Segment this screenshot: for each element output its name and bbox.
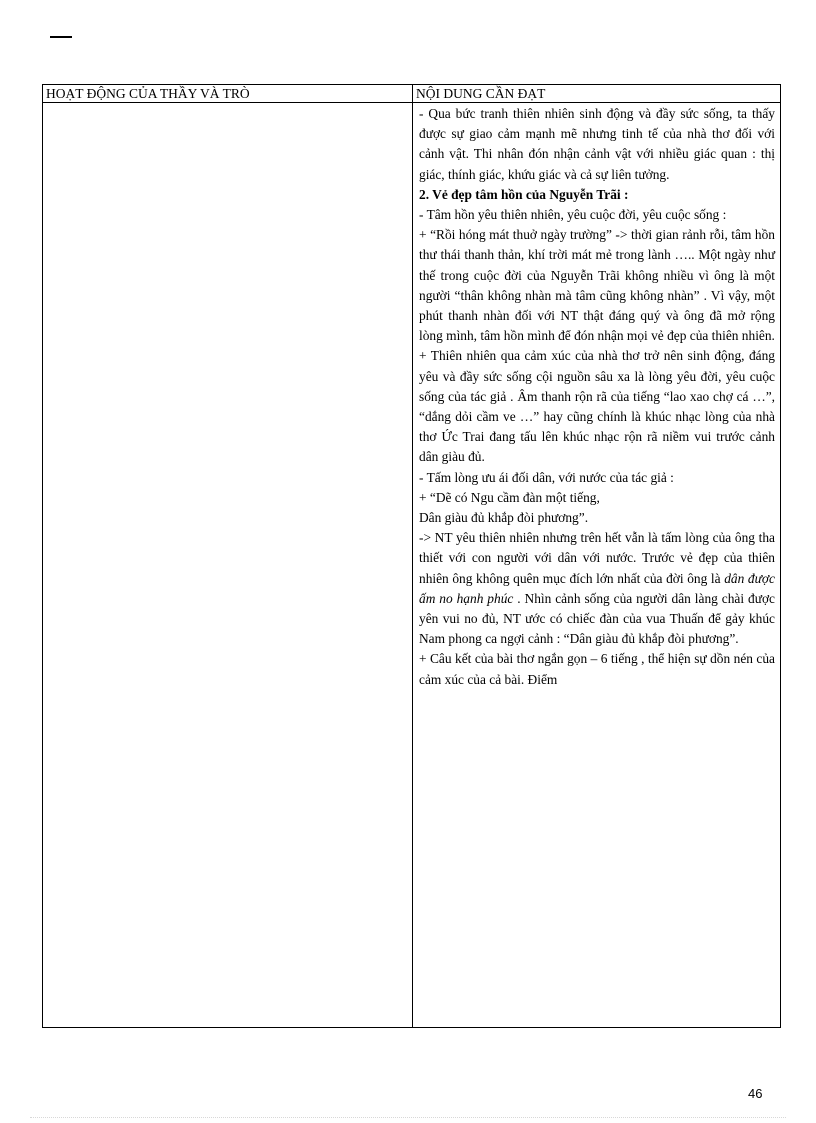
text-run: . Nhìn cảnh sống của người dân làng chài được yên vui no đủ, NT ước có chiếc đàn của vua Thuấn để gảy khúc Nam phong ca ngợi cảnh : “Dân giàu đủ khắp đòi phương”. <box>419 590 775 647</box>
paragraph: - Tấm lòng ưu ái đối dân, với nước của tác giả : <box>419 469 674 485</box>
page-number: 46 <box>748 1086 763 1101</box>
header-dash <box>50 36 72 38</box>
paragraph: + “Rồi hóng mát thuở ngày trường” -> thời gian rảnh rỗi, tâm hồn thư thái thanh thản, khí trời mát mẻ trong lành ….. Một ngày như thế trong cuộc đời của Nguyễn Trãi không nhiều vì ông là một người “thân không nhàn mà tâm cũng không nhàn” . Vì vậy, một phút thanh nhàn đối với NT thật đáng quý và ông đã mở rộng lòng mình, tâm hồn mình để đón nhận mọi vẻ đẹp của thiên nhiên. <box>419 227 775 344</box>
table-body-row <box>43 103 781 1028</box>
section-heading: 2. Vẻ đẹp tâm hồn của Nguyễn Trãi : <box>419 186 629 202</box>
content-cell <box>413 103 781 1028</box>
activity-cell <box>43 103 413 1028</box>
paragraph <box>419 528 775 649</box>
header-required-content: NỘI DUNG CẦN ĐẠT <box>413 85 781 103</box>
page-bottom-rule <box>30 1117 786 1118</box>
paragraph: - Qua bức tranh thiên nhiên sinh động và đầy sức sống, ta thấy được sự giao cảm mạnh mẽ nhưng tinh tế của nhà thơ đối với cảnh vật. Thi nhân đón nhận cảnh vật với nhiều giác quan : thị giác, thính giác, khứu giác và cả sự liên tưởng. <box>419 106 775 182</box>
paragraph: - Tâm hồn yêu thiên nhiên, yêu cuộc đời, yêu cuộc sống : <box>419 207 727 223</box>
poem-line: + “Dẽ có Ngu cầm đàn một tiếng, <box>419 489 600 505</box>
header-teacher-student-activity: HOẠT ĐỘNG CỦA THẦY VÀ TRÒ <box>43 85 413 103</box>
poem-line: Dân giàu đủ khắp đòi phương”. <box>419 510 589 526</box>
text-run: -> NT yêu thiên nhiên nhưng trên hết vẫn là tấm lòng của ông tha thiết với con người với dân với nước. Trước vẻ đẹp của thiên nhiên ông không quên mục đích lớn nhất của đời ông là <box>419 530 775 586</box>
paragraph: + Thiên nhiên qua cảm xúc của nhà thơ trở nên sinh động, đáng yêu và đầy sức sống cội nguồn sâu xa là lòng yêu đời, yêu cuộc sống của tác giả . Âm thanh rộn rã của tiếng “lao xao chợ cá …”, “dắng dỏi cầm ve …” hay cũng chính là khúc nhạc lòng của nhà thơ Ức Trai đang tấu lên khúc nhạc rộn rã niềm vui trước cảnh dân giàu đủ. <box>419 348 775 465</box>
table-header-row <box>43 85 781 103</box>
emphasis-text: dân được ấm no hạnh phúc <box>419 570 775 606</box>
paragraph: + Câu kết của bài thơ ngắn gọn – 6 tiếng , thể hiện sự dồn nén của cảm xúc của cả bài. Điểm <box>419 651 775 687</box>
lesson-table <box>42 84 781 1028</box>
content-text <box>413 103 780 1027</box>
